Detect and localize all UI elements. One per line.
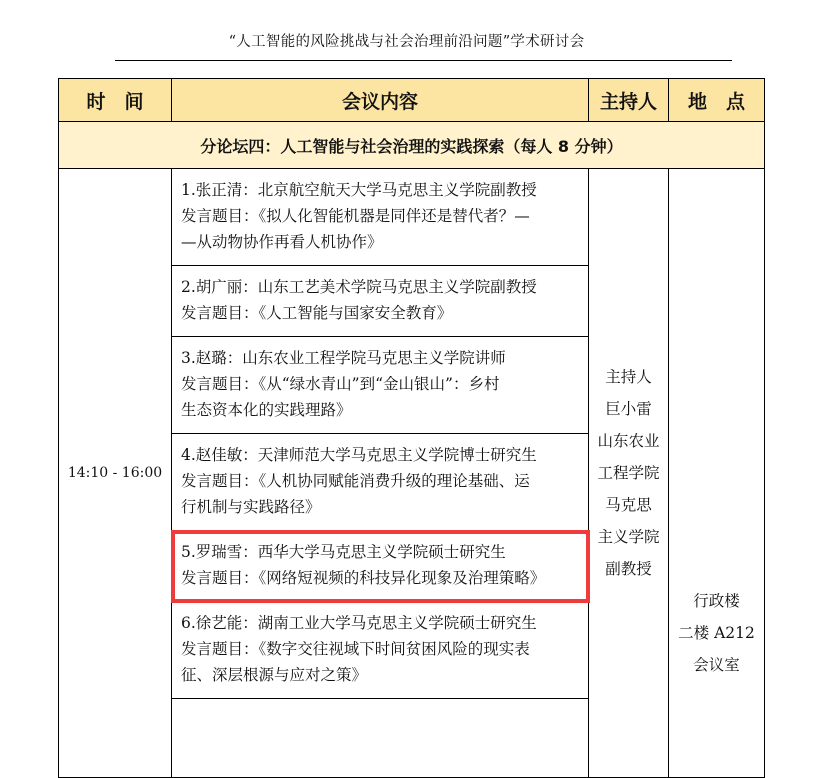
- venue-line: 二楼 A212: [678, 624, 755, 642]
- speaker-line: 行机制与实践路径》: [181, 498, 321, 516]
- header-content: 会议内容: [172, 79, 589, 122]
- speaker-line: 发言题目：《网络短视频的科技异化现象及治理策略》: [181, 569, 546, 587]
- schedule-table: [58, 78, 765, 778]
- host-line: 副教授: [605, 560, 652, 578]
- speaker-line: 4.赵佳敏：天津师范大学马克思主义学院博士研究生: [181, 446, 537, 464]
- host-line: 巨小雷: [605, 400, 652, 418]
- header-venue: 地 点: [669, 79, 765, 122]
- host-line: 马克思: [605, 496, 652, 514]
- speaker-entry-empty: [172, 699, 589, 778]
- forum-title: 分论坛四：人工智能与社会治理的实践探索（每人 8 分钟）: [59, 122, 765, 169]
- document-title: “人工智能的风险挑战与社会治理前沿问题”学术研讨会: [228, 34, 585, 50]
- host-line: 主持人: [605, 368, 652, 386]
- speaker-line: 1.张正清：北京航空航天大学马克思主义学院副教授: [181, 181, 537, 199]
- speaker-line: 生态资本化的实践理路》: [181, 401, 352, 419]
- host-line: 工程学院: [597, 464, 660, 482]
- speaker-entry-6: [172, 602, 589, 699]
- speaker-row: [59, 169, 765, 266]
- header-time: 时 间: [59, 79, 172, 122]
- speaker-entry-3: [172, 337, 589, 434]
- speaker-line: 征、深层根源与应对之策》: [181, 666, 368, 684]
- speaker-entry-1: [172, 169, 589, 266]
- header-host: 主持人: [589, 79, 669, 122]
- speaker-line: 2.胡广丽：山东工艺美术学院马克思主义学院副教授: [181, 278, 537, 296]
- speaker-entry-2: [172, 266, 589, 337]
- host-cell: [589, 169, 669, 778]
- speaker-line: 发言题目：《人机协同赋能消费升级的理论基础、运: [181, 472, 530, 490]
- speaker-entry-5: [172, 531, 589, 602]
- venue-line: 行政楼: [693, 592, 740, 610]
- host-line: 山东农业: [597, 432, 660, 450]
- speaker-line: 发言题目：《从“绿水青山”到“金山银山”：乡村: [181, 375, 500, 393]
- time-slot: 14:10 - 16:00: [59, 169, 172, 778]
- speaker-line: 发言题目：《人工智能与国家安全教育》: [181, 304, 453, 322]
- header-row: [59, 79, 765, 122]
- speaker-entry-4: [172, 434, 589, 531]
- speaker-line: —从动物协作再看人机协作》: [181, 233, 383, 251]
- host-line: 主义学院: [597, 528, 660, 546]
- speaker-line: 3.赵璐：山东农业工程学院马克思主义学院讲师: [181, 349, 506, 367]
- forum-row: [59, 122, 765, 169]
- speaker-line: 6.徐艺能：湖南工业大学马克思主义学院硕士研究生: [181, 614, 537, 632]
- venue-line: 会议室: [693, 656, 740, 674]
- venue-cell: [669, 169, 765, 778]
- speaker-line: 5.罗瑞雪：西华大学马克思主义学院硕士研究生: [181, 543, 506, 561]
- speaker-line: 发言题目：《拟人化智能机器是同伴还是替代者？—: [181, 207, 530, 225]
- speaker-line: 发言题目：《数字交往视域下时间贫困风险的现实表: [181, 640, 530, 658]
- title-underline: [115, 60, 732, 61]
